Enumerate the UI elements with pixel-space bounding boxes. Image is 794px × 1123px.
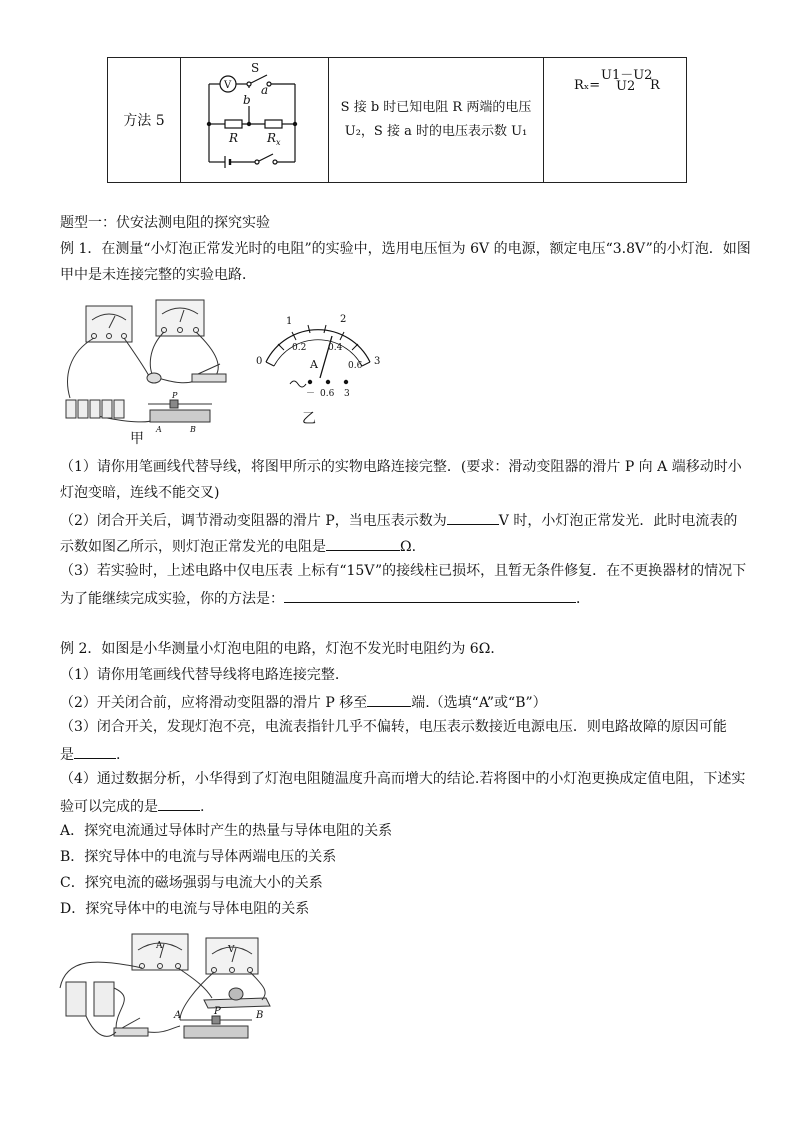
- ex2-lamp-device: [229, 988, 243, 1000]
- ex2-line1: 例 2．如图是小华测量小灯泡电阻的电路，灯泡不发光时电阻约为 6Ω．: [60, 641, 505, 657]
- ex1-q3-text-c: ．: [576, 591, 590, 607]
- ex1-q3-line2: [60, 588, 590, 608]
- ammeter-device: [86, 306, 132, 342]
- yi-unit: A: [310, 358, 318, 371]
- voltage-answer-blank[interactable]: [447, 510, 499, 525]
- section-title: 题型一：伏安法测电阻的探究实验: [60, 215, 270, 231]
- formula-numerator: U1－U2: [601, 68, 653, 83]
- ex2-q3-text-c: .: [116, 747, 121, 763]
- ex2-q4-text-b: 验可以完成的是: [60, 799, 158, 815]
- figure-jia: [58, 298, 238, 440]
- ex2-switch-device: [114, 1028, 148, 1036]
- ex2-q2-text-b: 端.（选填“A”或“B”）: [411, 695, 547, 711]
- ex1-q3-text-b: 为了能继续完成实验，你的方法是：: [60, 591, 284, 607]
- yi-scale-0: 0: [256, 356, 263, 367]
- method-label: 方法 5: [123, 113, 165, 129]
- ex2-label-p: P: [214, 1006, 221, 1017]
- ex2-q3-text-b: 是: [60, 747, 74, 763]
- ex2-meter-a-label: A: [156, 941, 163, 951]
- ex2-battery-device: [66, 982, 86, 1016]
- ex2-label-a: A: [174, 1010, 182, 1021]
- option-b[interactable]: B．探究导体中的电流与导体两端电压的关系: [60, 849, 337, 865]
- jia-label-p: P: [172, 391, 178, 400]
- ex1-q1-line2: 灯泡变暗，连线不能交叉): [60, 485, 220, 501]
- yi-term-minus: －: [306, 389, 316, 399]
- jia-label-b: B: [190, 425, 196, 434]
- ex2-q2: [60, 692, 547, 712]
- formula-factor: R: [650, 78, 660, 93]
- ex2-label-b: B: [256, 1010, 264, 1021]
- ex2-q3-line2: [60, 744, 120, 764]
- option-a[interactable]: A．探究电流通过导体时产生的热量与导体电阻的关系: [60, 823, 393, 839]
- circuit-diagram: [181, 58, 328, 182]
- voltmeter-device: [156, 300, 204, 336]
- fig-yi-caption: 乙: [302, 411, 316, 427]
- formula-cell: [544, 58, 687, 183]
- ex2-voltmeter-device: [206, 938, 258, 974]
- method-desc-line2: U₂，S 接 a 时的电压表示数 U₁: [344, 124, 528, 139]
- formula-denominator: U2: [616, 79, 636, 94]
- method-table: [107, 57, 687, 183]
- formula-lhs: Rₓ=: [574, 78, 601, 93]
- label-r: R: [229, 131, 239, 145]
- experiment-answer-blank[interactable]: [158, 796, 200, 811]
- method-label-cell: [108, 58, 181, 183]
- yi-term-06: 0.6: [320, 389, 335, 399]
- ex1-q2-line2: [60, 536, 416, 556]
- resistance-answer-blank[interactable]: [326, 536, 400, 551]
- ex1-q2-text-a: （2）闭合开关后，调节滑动变阻器的滑片 P，当电压表示数为: [60, 513, 447, 529]
- ex2-q4-line2: [60, 796, 204, 816]
- rheostat-device: [150, 410, 210, 422]
- yi-scale-1: 1: [286, 316, 293, 327]
- ex1-line2: 甲中是未连接完整的实验电路．: [60, 267, 256, 283]
- ex2-q3-line1: （3）闭合开关，发现灯泡不亮，电流表指针几乎不偏转，电压表示数接近电源电压．则电路故障的原因可能: [60, 719, 727, 735]
- fault-answer-blank[interactable]: [74, 744, 116, 759]
- slider-end-answer-blank[interactable]: [367, 692, 411, 707]
- fig-jia-caption: 甲: [130, 431, 144, 447]
- option-c[interactable]: C．探究电流的磁场强弱与电流大小的关系: [60, 875, 323, 891]
- ex1-q2-text-c: 示数如图乙所示，则灯泡正常发光的电阻是: [60, 539, 326, 555]
- yi-term-3: 3: [344, 389, 350, 399]
- method-answer-blank[interactable]: [284, 588, 576, 603]
- yi-scale-2: 2: [340, 314, 347, 325]
- jia-label-a: A: [156, 425, 162, 434]
- ex2-q4-line1: （4）通过数据分析，小华得到了灯泡电阻随温度升高而增大的结论.若将图中的小灯泡更换成定值电阻，下述实: [60, 771, 746, 787]
- label-rx: R: [267, 131, 277, 145]
- yi-scale-02: 0.2: [292, 343, 307, 353]
- option-d[interactable]: D．探究导体中的电流与导体电阻的关系: [60, 901, 310, 917]
- method-desc-line1: S 接 b 时已知电阻 R 两端的电压: [340, 100, 532, 115]
- method-description-cell: [329, 58, 544, 183]
- label-b: b: [243, 93, 251, 107]
- label-rx-sub: x: [276, 138, 281, 147]
- yi-scale-3: 3: [374, 356, 381, 367]
- ex1-q3-line1: （3）若实验时，上述电路中仅电压表 上标有“15V”的接线柱已损坏，且暂无条件修复．在不更换器材的情况下: [60, 563, 747, 579]
- switch-device: [192, 374, 226, 382]
- ex1-q2-text-b: V 时，小灯泡正常发光．此时电流表的: [498, 513, 738, 529]
- label-s: S: [251, 61, 260, 75]
- ex2-q4-text-c: .: [200, 799, 205, 815]
- ex2-meter-v-label: V: [228, 945, 235, 955]
- ex1-q2-text-d: Ω.: [400, 539, 417, 555]
- lamp-device: [147, 373, 161, 383]
- yi-scale-06: 0.6: [348, 361, 363, 371]
- ex1-q2-line1: [60, 510, 737, 530]
- ex2-rheostat-device: [184, 1026, 248, 1038]
- circuit-diagram-cell: [181, 58, 329, 183]
- ex2-q2-text-a: （2）开关闭合前，应将滑动变阻器的滑片 P 移至: [60, 695, 368, 711]
- figure-yi-ammeter: [248, 308, 388, 400]
- figure-ex2-circuit: [56, 928, 278, 1052]
- ex1-q1-line1: （1）请你用笔画线代替导线，将图甲所示的实物电路连接完整．(要求：滑动变阻器的滑片 P 向 A 端移动时小: [60, 459, 742, 475]
- label-a: a: [261, 83, 269, 97]
- label-v: V: [224, 80, 232, 91]
- ex1-line1: 例 1．在测量“小灯泡正常发光时的电阻”的实验中，选用电压恒为 6V 的电源，额定电压“3.8V”的小灯泡．如图: [60, 241, 751, 257]
- battery-device: [66, 400, 76, 418]
- yi-scale-04: 0.4: [328, 343, 343, 353]
- ex2-q1: （1）请你用笔画线代替导线将电路连接完整.: [60, 667, 340, 683]
